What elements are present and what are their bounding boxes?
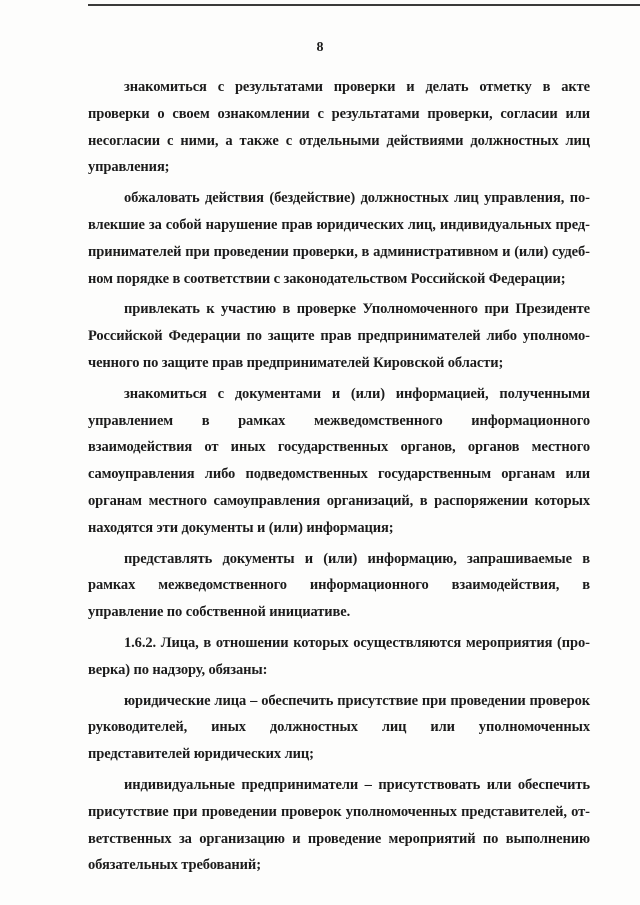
paragraph-interagency-documents: знакомиться с документами и (или) информацией, полученными управлением в рамках межведомственного информационного взаимодействия от иных государственных органов, органов местного самоуправления либо подведомственных государственным органам или органам местного самоуправления организаций, в распоряжении которых находятся эти документы и (или) информация;: [88, 385, 590, 536]
paragraph-ombudsman-participation: привлекать к участию в проверке Уполномоченного при Президенте Российской Федерации по защите прав предпринимателей либо уполномоченного по защите прав предпринимателей Кировской области;: [88, 301, 590, 371]
paragraph-appeal-actions: обжаловать действия (бездействие) должностных лиц управления, повлекшие за собой нарушение прав юридических лиц, индивидуальных предпринимателей при проведении проверки, в административном и (или) судебном порядке в соответствии с законодательством Российской Федерации;: [88, 190, 590, 287]
paragraph-submit-documents: представлять документы и (или) информацию, запрашиваемые в рамках межведомственного информационного взаимодействия, в управление по собственной инициативе.: [88, 550, 590, 621]
paragraph-entrepreneurs-duty: индивидуальные предприниматели – присутствовать или обеспечить присутствие при проведении проверок уполномоченных представителей, ответственных за организацию и проведение мероприятий по выполнению обязательных требований;: [88, 776, 590, 874]
paragraph-legal-entities-duty: юридические лица – обеспечить присутствие при проведении проверок руководителей, иных должностных лиц или уполномоченных представителей юридических лиц;: [88, 692, 590, 763]
page-body: [88, 74, 590, 883]
top-border-line: [88, 4, 640, 6]
paragraph-obligations-heading: 1.6.2. Лица, в отношении которых осуществляются мероприятия (проверка) по надзору, обязаны:: [88, 634, 590, 678]
page-number: 8: [316, 40, 324, 55]
paragraph-review-results: знакомиться с результатами проверки и делать отметку в акте проверки о своем ознакомлении с результатами проверки, согласии или несогласии с ними, а также с отдельными действиями должностных лиц управления;: [88, 79, 590, 176]
